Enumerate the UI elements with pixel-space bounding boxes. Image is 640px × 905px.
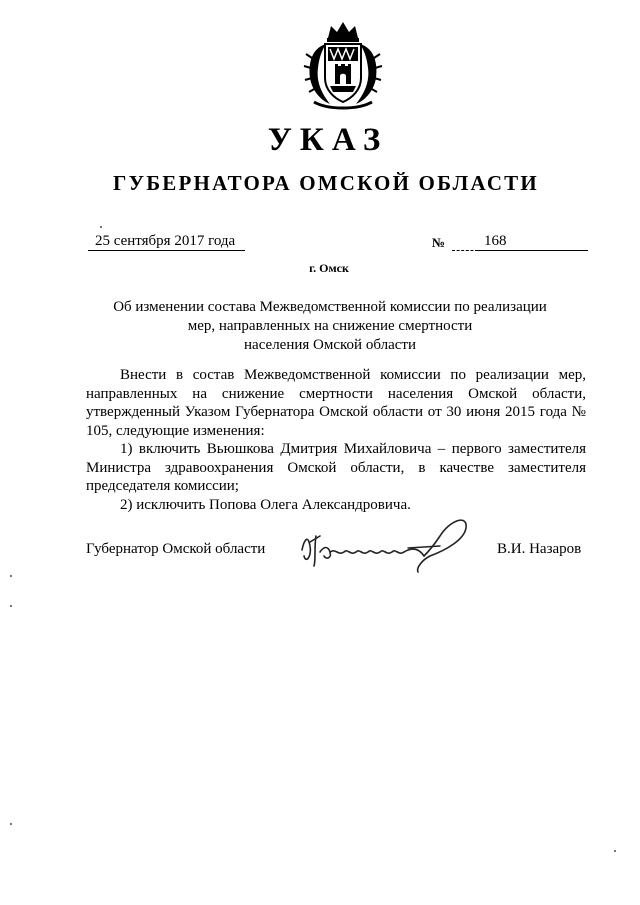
- scan-mark: [614, 850, 616, 852]
- document-body: [86, 366, 586, 514]
- document-number: [478, 233, 588, 251]
- handwritten-signature: [290, 506, 480, 576]
- signatory-position: Губернатор Омской области: [86, 541, 266, 557]
- subject-line: Об изменении состава Межведомственной комиссии по реализации: [113, 299, 547, 315]
- number-dots: [452, 250, 478, 251]
- document-date-text: 25 сентября 2017 года: [95, 233, 236, 249]
- body-paragraph: 2) исключить Попова Олега Александровича.: [120, 496, 411, 513]
- body-paragraph: 1) включить Вьюшкова Дмитрия Михайловича – первого заместителя Министра здравоохранения Омской области, в качестве заместителя председателя комиссии;: [86, 441, 586, 494]
- scan-mark: [10, 575, 12, 577]
- body-paragraph: Внести в состав Межведомственной комиссии по реализации мер, направленных на снижение смертности населения Омской области, утвержденный Указом Губернатора Омской области от 30 июня 2015 года № 105, следующие изменения:: [86, 367, 586, 439]
- coat-of-arms-icon: [298, 18, 388, 110]
- number-sign: №: [432, 235, 446, 250]
- document-subtitle: ГУБЕРНАТОРА ОМСКОЙ ОБЛАСТИ: [113, 171, 539, 195]
- document-title: УКАЗ: [267, 122, 389, 158]
- document-subject: [80, 298, 580, 355]
- subject-line: мер, направленных на снижение смертности: [187, 318, 473, 334]
- document-date: [88, 233, 245, 251]
- scan-mark: [10, 823, 12, 825]
- document-number-text: 168: [484, 233, 507, 249]
- scan-mark: [100, 226, 102, 228]
- subject-line: населения Омской области: [244, 337, 416, 353]
- scan-mark: [10, 605, 12, 607]
- signatory-name: В.И. Назаров: [497, 541, 582, 557]
- document-city: г. Омск: [309, 261, 349, 275]
